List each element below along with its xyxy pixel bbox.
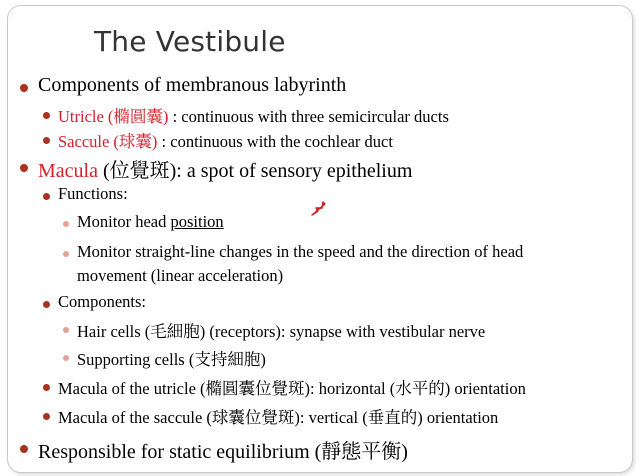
saccule-term: Saccule (球囊) bbox=[58, 132, 158, 151]
mouse-pointer-arrow-icon bbox=[311, 201, 327, 217]
list-item-supporting-cells bbox=[77, 346, 266, 370]
list-item-components-sub bbox=[58, 292, 146, 312]
macula-term: Macula bbox=[38, 160, 98, 182]
saccule-description: : continuous with the cochlear duct bbox=[161, 132, 393, 151]
list-item-monitor-linear bbox=[77, 242, 523, 262]
list-item-macula bbox=[38, 154, 412, 183]
list-item-monitor-linear-cont bbox=[77, 266, 283, 286]
slide-title: The Vestibule bbox=[94, 25, 286, 58]
bullet-icon bbox=[43, 301, 50, 308]
utricle-term: Utricle (橢圓囊) bbox=[58, 107, 169, 126]
position-link: position bbox=[170, 212, 224, 231]
list-item-hair-cells bbox=[77, 318, 485, 342]
macula-saccule-text: Macula of the saccule (球囊位覺斑): vertical (垂直的) orientation bbox=[58, 408, 499, 427]
components-heading: Components of membranous labyrinth bbox=[38, 74, 347, 96]
utricle-description: : continuous with three semicircular ducts bbox=[172, 107, 449, 126]
functions-label: Functions: bbox=[58, 184, 128, 203]
bullet-icon bbox=[63, 327, 69, 333]
bullet-icon bbox=[43, 384, 50, 391]
macula-utricle-text: Macula of the utricle (橢圓囊位覺斑): horizontal (水平的) orientation bbox=[58, 379, 526, 398]
list-item-saccule bbox=[58, 128, 393, 152]
bullet-icon bbox=[20, 445, 28, 453]
hair-cells-text: Hair cells (毛細胞) (receptors): synapse with vestibular nerve bbox=[77, 322, 486, 341]
bullet-icon bbox=[63, 355, 69, 361]
bullet-icon bbox=[43, 137, 50, 144]
bullet-icon bbox=[63, 221, 69, 227]
bullet-icon bbox=[43, 413, 50, 420]
list-item-static-equilibrium bbox=[38, 435, 408, 464]
slide bbox=[7, 5, 633, 473]
list-item-macula-utricle bbox=[58, 375, 526, 399]
components-label: Components: bbox=[58, 292, 147, 311]
static-equilibrium-text: Responsible for static equilibrium (靜態平衡) bbox=[38, 441, 408, 463]
list-item-utricle bbox=[58, 103, 449, 127]
monitor-linear-line1: Monitor straight-line changes in the speed and the direction of head bbox=[77, 242, 524, 261]
bullet-icon bbox=[20, 84, 28, 92]
supporting-cells-text: Supporting cells (支持細胞) bbox=[77, 350, 266, 369]
bullet-icon bbox=[43, 193, 50, 200]
list-item-monitor-head bbox=[77, 212, 224, 232]
list-item-components bbox=[38, 74, 346, 97]
bullet-icon bbox=[43, 112, 50, 119]
bullet-icon bbox=[20, 164, 28, 172]
monitor-head-text: Monitor head bbox=[77, 212, 171, 231]
bullet-icon bbox=[63, 251, 69, 257]
monitor-linear-line2: movement (linear acceleration) bbox=[77, 266, 284, 285]
list-item-macula-saccule bbox=[58, 404, 498, 428]
list-item-functions bbox=[58, 184, 128, 204]
macula-description: (位覺斑): a spot of sensory epithelium bbox=[97, 160, 413, 182]
